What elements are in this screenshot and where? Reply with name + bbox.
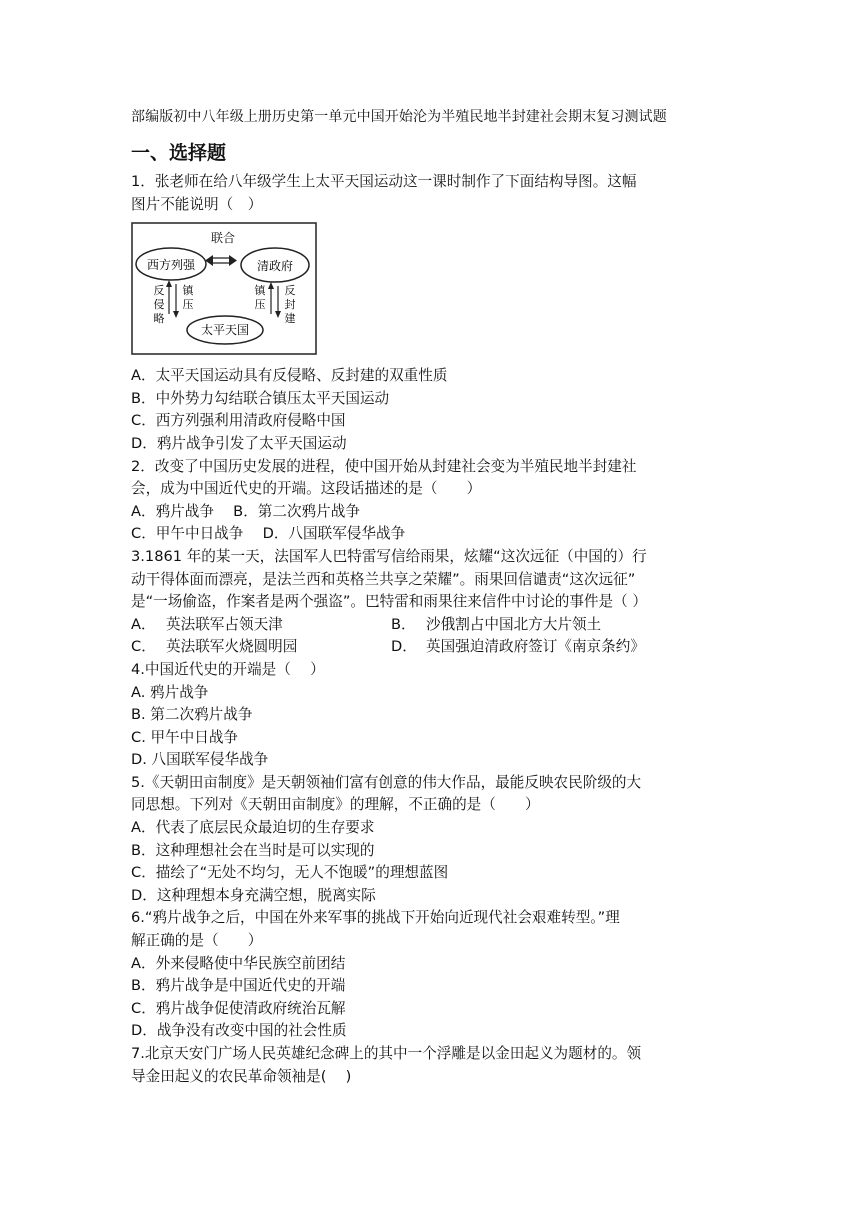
option-b: 沙俄割占中国北方大片领土 [426, 615, 602, 633]
option-d: D. 八国联军侵华战争 [131, 751, 269, 769]
question-5 [131, 772, 735, 908]
option-b: B. 第二次鸦片战争 [131, 706, 253, 724]
question-text: 5.《天朝田亩制度》是天朝领袖们富有创意的伟大作品，最能反映农民阶级的大 [131, 773, 642, 791]
option-row [131, 614, 735, 637]
option-a: A．代表了底层民众最迫切的生存要求 [131, 819, 375, 837]
svg-text:反: 反 [153, 284, 165, 298]
question-text: 4.中国近代史的开端是（ ） [131, 660, 325, 678]
diagram-label-taiping: 太平天国 [200, 323, 250, 338]
option-letter: C． [131, 638, 156, 656]
question-text: 会，成为中国近代史的开端。这段话描述的是（ ） [131, 480, 482, 498]
question-text: 3.1861 年的某一天，法国军人巴特雷写信给雨果，炫耀“这次远征（中国的）行 [131, 547, 647, 565]
option-c: C．描绘了“无处不均匀，无人不饱暖”的理想蓝图 [131, 864, 449, 882]
option-d: D．战争没有改变中国的社会性质 [131, 1022, 347, 1040]
question-text: 6.“鸦片战争之后，中国在外来军事的挑战下开始向近现代社会艰难转型。”理 [131, 909, 620, 927]
option-d: D．鸦片战争引发了太平天国运动 [131, 434, 347, 452]
option-row: C．甲午中日战争 D．八国联军侵华战争 [131, 525, 406, 543]
svg-text:封: 封 [284, 298, 296, 312]
option-a: 英法联军占领天津 [166, 615, 283, 633]
question-text: 解正确的是（ ） [131, 932, 263, 950]
question-text: 7.北京天安门广场人民英雄纪念碑上的其中一个浮雕是以金田起义为题材的。领 [131, 1045, 642, 1062]
option-row: A．鸦片战争 B．第二次鸦片战争 [131, 502, 360, 520]
question-text: 是“一场偷盗，作案者是两个强盗”。巴特雷和雨果往来信件中讨论的事件是（ ） [131, 593, 647, 611]
question-7 [131, 1043, 735, 1088]
svg-text:略: 略 [153, 312, 165, 326]
question-6 [131, 907, 735, 1043]
svg-text:侵: 侵 [153, 298, 165, 312]
svg-text:压: 压 [182, 298, 194, 312]
svg-text:反: 反 [284, 284, 296, 298]
diagram-label-anti-feudal [285, 284, 296, 325]
option-letter: A． [131, 615, 156, 633]
option-d: 英国强迫清政府签订《南京条约》 [426, 638, 645, 656]
question-3 [131, 546, 735, 659]
option-c: C．西方列强利用清政府侵略中国 [131, 412, 346, 430]
question-2 [131, 456, 735, 546]
svg-text:压: 压 [254, 298, 266, 312]
option-a: A. 鸦片战争 [131, 683, 209, 701]
question-text: 图片不能说明（ ） [131, 195, 263, 213]
svg-text:镇: 镇 [254, 284, 266, 298]
option-letter: D． [391, 638, 417, 656]
option-b: B．这种理想社会在当时是可以实现的 [131, 841, 375, 859]
question-text: 导金田起义的农民革命领袖是( ) [131, 1067, 352, 1085]
diagram-label-alliance: 联合 [210, 231, 236, 246]
diagram-label-anti-aggression [154, 284, 165, 325]
question-1 [131, 171, 735, 456]
question-text: 同思想。下列对《天朝田亩制度》的理解，不正确的是（ ） [131, 796, 540, 814]
svg-text:镇: 镇 [182, 284, 194, 298]
document-title: 部编版初中八年级上册历史第一单元中国开始沦为半殖民地半封建社会期末复习测试题 [131, 109, 667, 125]
diagram-label-qing-government: 清政府 [256, 259, 294, 274]
option-row [131, 636, 735, 659]
option-c: C. 甲午中日战争 [131, 728, 239, 746]
option-b: B．中外势力勾结联合镇压太平天国运动 [131, 389, 390, 407]
option-a: A．外来侵略使中华民族空前团结 [131, 954, 346, 972]
option-d: D．这种理想本身充满空想，脱离实际 [131, 886, 376, 904]
option-b: B．鸦片战争是中国近代史的开端 [131, 977, 346, 995]
diagram-label-western-powers: 西方列强 [146, 258, 196, 273]
question-list [131, 171, 735, 1088]
question-text: 1．张老师在给八年级学生上太平天国运动这一课时制作了下面结构导图。这幅 [131, 173, 637, 190]
question-text: 2．改变了中国历史发展的进程，使中国开始从封建社会变为半殖民地半封建社 [131, 457, 637, 475]
option-c: 英法联军火烧圆明园 [166, 638, 298, 656]
option-letter: B． [391, 615, 416, 633]
structure-diagram [131, 222, 317, 355]
svg-text:建: 建 [284, 312, 296, 326]
question-text: 动干得体面而漂亮，是法兰西和英格兰共享之荣耀”。雨果回信谴责“这次远征” [131, 570, 636, 588]
option-c: C．鸦片战争促使清政府统治瓦解 [131, 999, 346, 1017]
question-4 [131, 659, 735, 772]
section-heading: 一、选择题 [131, 142, 227, 164]
option-a: A．太平天国运动具有反侵略、反封建的双重性质 [131, 367, 448, 385]
